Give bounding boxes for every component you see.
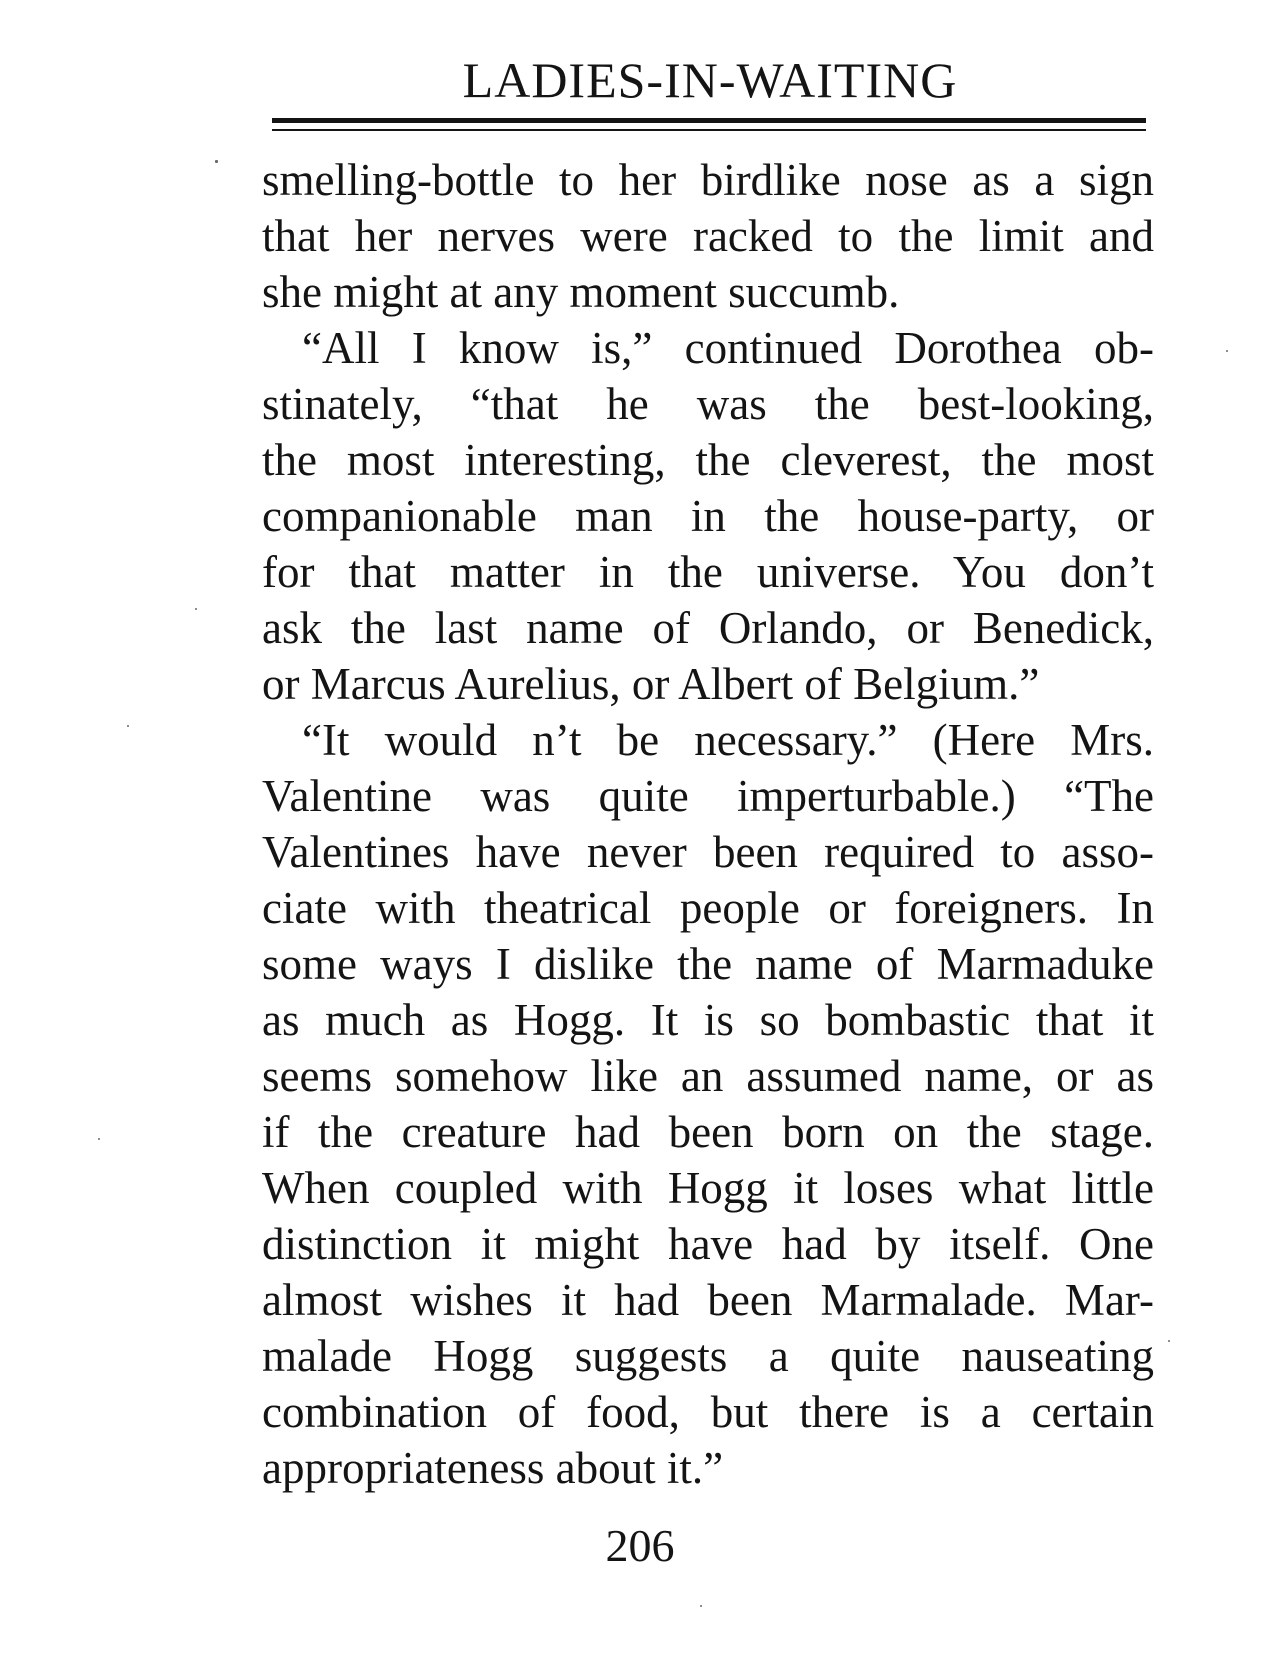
text-line: “It would n’t be necessary.” (Here Mrs. <box>302 715 1154 765</box>
text-line: for that matter in the universe. You don’t <box>262 547 1154 597</box>
text-line: as much as Hogg. It is so bombastic that it <box>262 995 1154 1045</box>
text-line: or Marcus Aurelius, or Albert of Belgium.” <box>262 659 1040 709</box>
scan-speck <box>127 725 129 727</box>
text-line: she might at any moment succumb. <box>262 267 900 317</box>
text-line: distinction it might have had by itself. One <box>262 1219 1154 1269</box>
header-rule-thick <box>272 118 1146 123</box>
scan-speck <box>1226 350 1228 352</box>
scan-speck <box>215 160 218 163</box>
header-rule-thin <box>272 129 1146 131</box>
scan-speck <box>1168 1340 1170 1342</box>
text-line: malade Hogg suggests a quite nauseating <box>262 1331 1154 1381</box>
text-line: When coupled with Hogg it loses what little <box>262 1163 1154 1213</box>
scan-speck <box>700 1605 702 1607</box>
text-line: “All I know is,” continued Dorothea ob- <box>302 323 1154 373</box>
text-line: Valentines have never been required to asso- <box>262 827 1154 877</box>
scan-speck <box>195 608 197 610</box>
text-line: seems somehow like an assumed name, or as <box>262 1051 1154 1101</box>
text-line: almost wishes it had been Marmalade. Mar- <box>262 1275 1154 1325</box>
running-head-title: LADIES-IN-WAITING <box>462 52 958 108</box>
text-line: appropriateness about it.” <box>262 1443 724 1493</box>
body-text <box>262 152 1154 1496</box>
text-line: combination of food, but there is a certain <box>262 1387 1154 1437</box>
text-line: ask the last name of Orlando, or Benedick, <box>262 603 1154 653</box>
text-line: smelling-bottle to her birdlike nose as a sign <box>262 155 1154 205</box>
text-line: Valentine was quite imperturbable.) “The <box>262 771 1154 821</box>
text-line: that her nerves were racked to the limit and <box>262 211 1154 261</box>
text-line: ciate with theatrical people or foreigners. In <box>262 883 1154 933</box>
text-line: the most interesting, the cleverest, the most <box>262 435 1154 485</box>
scan-speck <box>98 1138 100 1140</box>
text-line: if the creature had been born on the stage. <box>262 1107 1154 1157</box>
text-line: some ways I dislike the name of Marmaduke <box>262 939 1154 989</box>
text-line: companionable man in the house-party, or <box>262 491 1154 541</box>
text-line: stinately, “that he was the best-looking, <box>262 379 1154 429</box>
page-number: 206 <box>605 1520 675 1571</box>
